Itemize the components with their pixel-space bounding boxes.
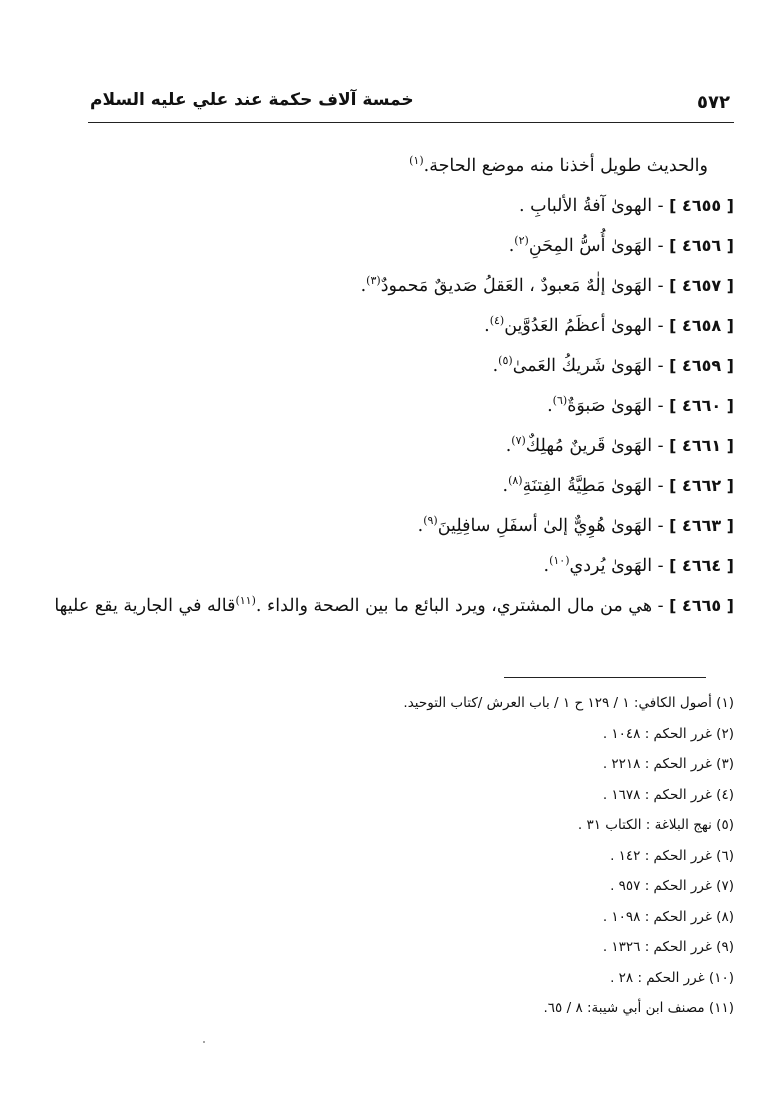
- footnote-ref: (٣): [366, 274, 381, 288]
- saying-number: [ ٤٦٥٩ ]: [669, 356, 734, 375]
- footnote: (١١) مصنف ابن أبي شيبة: ٨ / ٦٥.: [543, 1000, 734, 1016]
- footnote-ref: (٧): [511, 434, 526, 448]
- saying-line: [88, 546, 734, 586]
- saying-after: .: [502, 476, 509, 496]
- page-number: ٥٧٢: [697, 92, 730, 113]
- saying-line: [88, 466, 734, 506]
- saying-number: [ ٤٦٦٥ ]: [669, 596, 734, 615]
- footnote: (٦) غرر الحكم : ١٤٢ .: [610, 847, 734, 864]
- footnote: (٤) غرر الحكم : ١٦٧٨ .: [602, 786, 734, 803]
- saying-line: [88, 386, 734, 426]
- footnote: (٩) غرر الحكم : ١٣٢٦ .: [602, 939, 734, 955]
- footnote-ref: (٦): [552, 394, 568, 408]
- intro-text: والحديث طويل أخذنا منه موضع الحاجة.: [423, 156, 708, 176]
- saying-text: - الهَوىٰ أُسُّ المِحَنِ: [528, 236, 664, 256]
- saying-text: - الهَوىٰ إلٰهٌ مَعبودٌ ، العَقلُ صَديقٌ مَحمودٌ: [380, 276, 664, 296]
- saying-after: .: [543, 556, 550, 576]
- saying-text: - هي من مال المشتري، ويرد البائع ما بين الصحة والداء .: [255, 596, 664, 616]
- saying-line: [88, 186, 734, 226]
- page-header: [88, 88, 734, 118]
- footnote-ref: (٤): [489, 314, 505, 328]
- saying-line: [88, 306, 734, 346]
- footnote: (١) أصول الكافي: ١ / ١٢٩ ح ١ / باب العرش /كتاب التوحيد.: [403, 695, 734, 711]
- saying-line: [88, 506, 734, 546]
- saying-text: - الهَوىٰ صَبوَةٌ: [567, 396, 664, 416]
- footnote: (٧) غرر الحكم : ٩٥٧ .: [610, 878, 734, 894]
- footnote-ref: (٥): [498, 354, 513, 368]
- saying-after: .: [547, 396, 553, 416]
- scan-speck: [203, 1041, 205, 1043]
- footnote: (١٠) غرر الحكم : ٢٨ .: [610, 969, 734, 986]
- footnote-ref: (١١): [235, 594, 256, 608]
- footnote-ref: (٨): [508, 474, 523, 488]
- footnote-ref: (٩): [423, 514, 438, 528]
- footnote-separator: [504, 677, 706, 678]
- saying-number: [ ٤٦٥٨ ]: [669, 316, 734, 335]
- saying-after: .: [492, 356, 499, 376]
- saying-number: [ ٤٦٦٣ ]: [669, 516, 734, 535]
- saying-number: [ ٤٦٥٧ ]: [669, 276, 734, 295]
- saying-number: [ ٤٦٦١ ]: [669, 436, 734, 455]
- saying-text: - الهَوىٰ قَرينٌ مُهلِكٌ: [525, 436, 664, 456]
- saying-number: [ ٤٦٥٥ ]: [669, 196, 734, 215]
- footnote: (٥) نهج البلاغة : الكتاب ٣١ .: [577, 817, 734, 833]
- saying-text: - الهَوىٰ مَطِيَّةُ الفِتنَةِ: [522, 476, 664, 496]
- saying-text: - الهَوىٰ هُوِيٌّ إلىٰ أسفَلِ سافِلِينَ: [437, 516, 664, 536]
- saying-text: - الهوىٰ آفةُ الألبابِ .: [518, 196, 664, 216]
- saying-number: [ ٤٦٦٢ ]: [669, 476, 734, 495]
- saying-after: .: [360, 276, 367, 296]
- intro-line: [88, 146, 734, 186]
- saying-after: قاله في الجارية يقع عليها: [54, 596, 236, 616]
- running-title: خمسة آلاف حكمة عند علي عليه السلام: [90, 90, 414, 110]
- saying-line: [54, 586, 734, 626]
- saying-after: .: [484, 316, 490, 336]
- saying-line: [88, 266, 734, 306]
- saying-number: [ ٤٦٦٠ ]: [669, 396, 734, 415]
- footnote: (٢) غرر الحكم : ١٠٤٨ .: [602, 725, 734, 742]
- saying-text: - الهَوىٰ يُردي: [569, 556, 664, 576]
- footnote-ref: (١): [409, 154, 424, 168]
- main-text: [54, 146, 734, 626]
- saying-line: [88, 426, 734, 466]
- footnote-ref: (١٠): [549, 554, 570, 568]
- saying-text: - الهوىٰ أعظَمُ العَدُوَّين: [504, 316, 664, 336]
- header-rule: [88, 122, 734, 123]
- saying-line: [88, 346, 734, 386]
- footnote: (٣) غرر الحكم : ٢٢١٨ .: [602, 756, 734, 772]
- saying-after: .: [508, 236, 515, 256]
- footnote: (٨) غرر الحكم : ١٠٩٨ .: [602, 908, 734, 925]
- footnote-ref: (٢): [514, 234, 529, 248]
- saying-after: .: [505, 436, 512, 456]
- footnotes: [88, 688, 734, 1024]
- saying-line: [88, 226, 734, 266]
- saying-number: [ ٤٦٥٦ ]: [669, 236, 734, 255]
- saying-number: [ ٤٦٦٤ ]: [669, 556, 734, 575]
- saying-after: .: [417, 516, 424, 536]
- saying-text: - الهَوىٰ شَريكُ العَمىٰ: [512, 356, 664, 376]
